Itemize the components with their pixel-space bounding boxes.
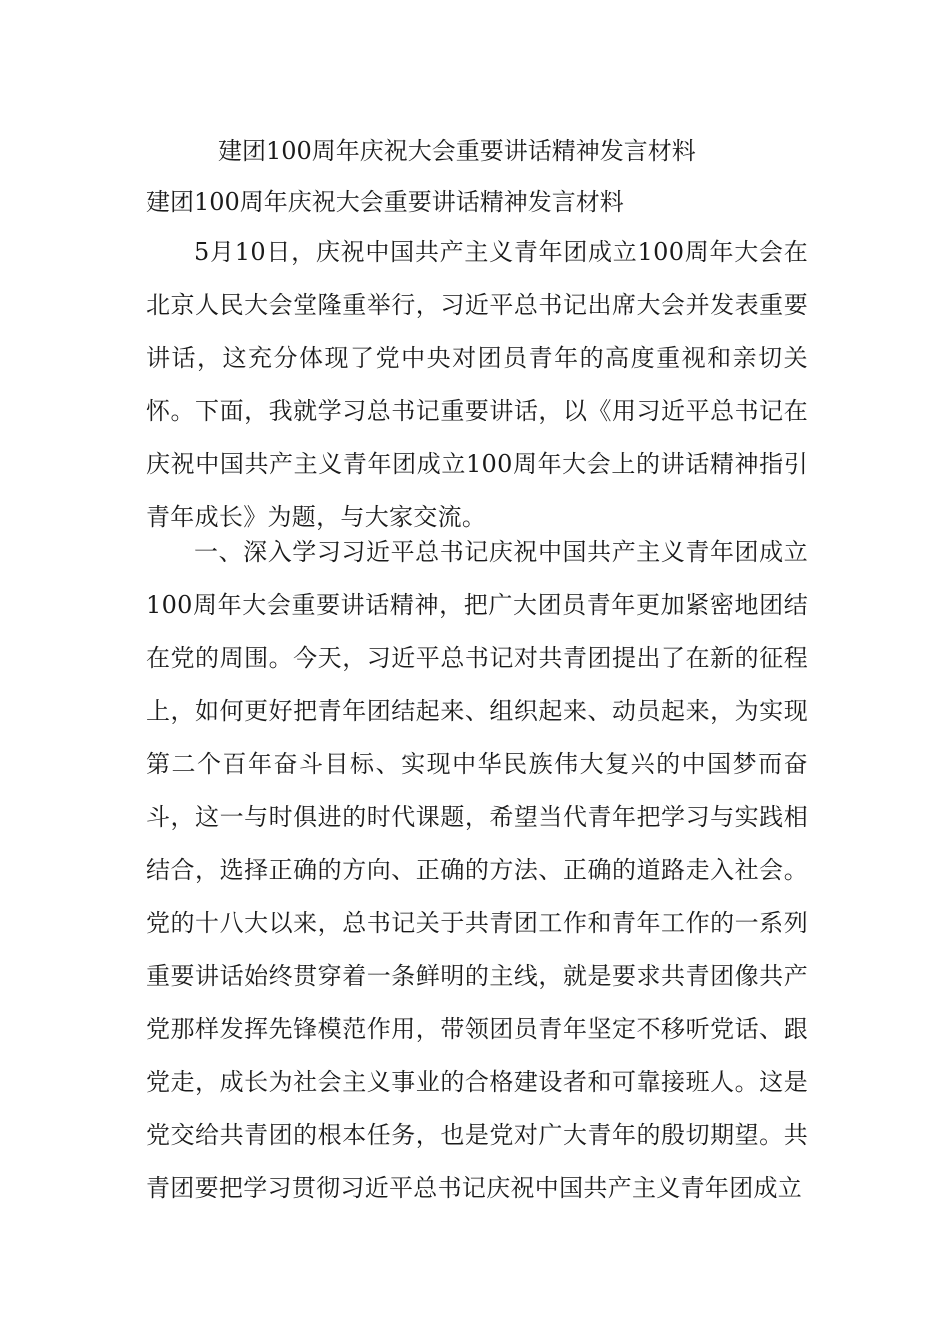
paragraph-section-one: 一、深入学习习近平总书记庆祝中国共产主义青年团成立100周年大会重要讲话精神，把广大团员青年更加紧密地团结在党的周围。今天，习近平总书记对共青团提出了在新的征程上，如何更好把青年团结起来、组织起来、动员起来，为实现第二个百年奋斗目标、实现中华民族伟大复兴的中国梦而奋斗，这一与时俱进的时代课题，希望当代青年把学习与实践相结合，选择正确的方向、正确的方法、正确的道路走入社会。党的十八大以来，总书记关于共青团工作和青年工作的一系列重要讲话始终贯穿着一条鲜明的主线，就是要求共青团像共产党那样发挥先锋模范作用，带领团员青年坚定不移听党话、跟党走，成长为社会主义事业的合格建设者和可靠接班人。这是党交给共青团的根本任务，也是党对广大青年的殷切期望。共青团要把学习贯彻习近平总书记庆祝中国共产主义青年团成立 xyxy=(146,538,808,1202)
document-title: 建团100周年庆祝大会重要讲话精神发言材料 xyxy=(218,137,696,165)
paragraph-intro: 5月10日，庆祝中国共产主义青年团成立100周年大会在北京人民大会堂隆重举行，习近平总书记出席大会并发表重要讲话，这充分体现了党中央对团员青年的高度重视和亲切关怀。下面，我就学习总书记重要讲话，以《用习近平总书记在庆祝中国共产主义青年团成立100周年大会上的讲话精神指引青年成长》为题，与大家交流。 xyxy=(146,238,808,531)
document-subtitle: 建团100周年庆祝大会重要讲话精神发言材料 xyxy=(146,188,624,216)
